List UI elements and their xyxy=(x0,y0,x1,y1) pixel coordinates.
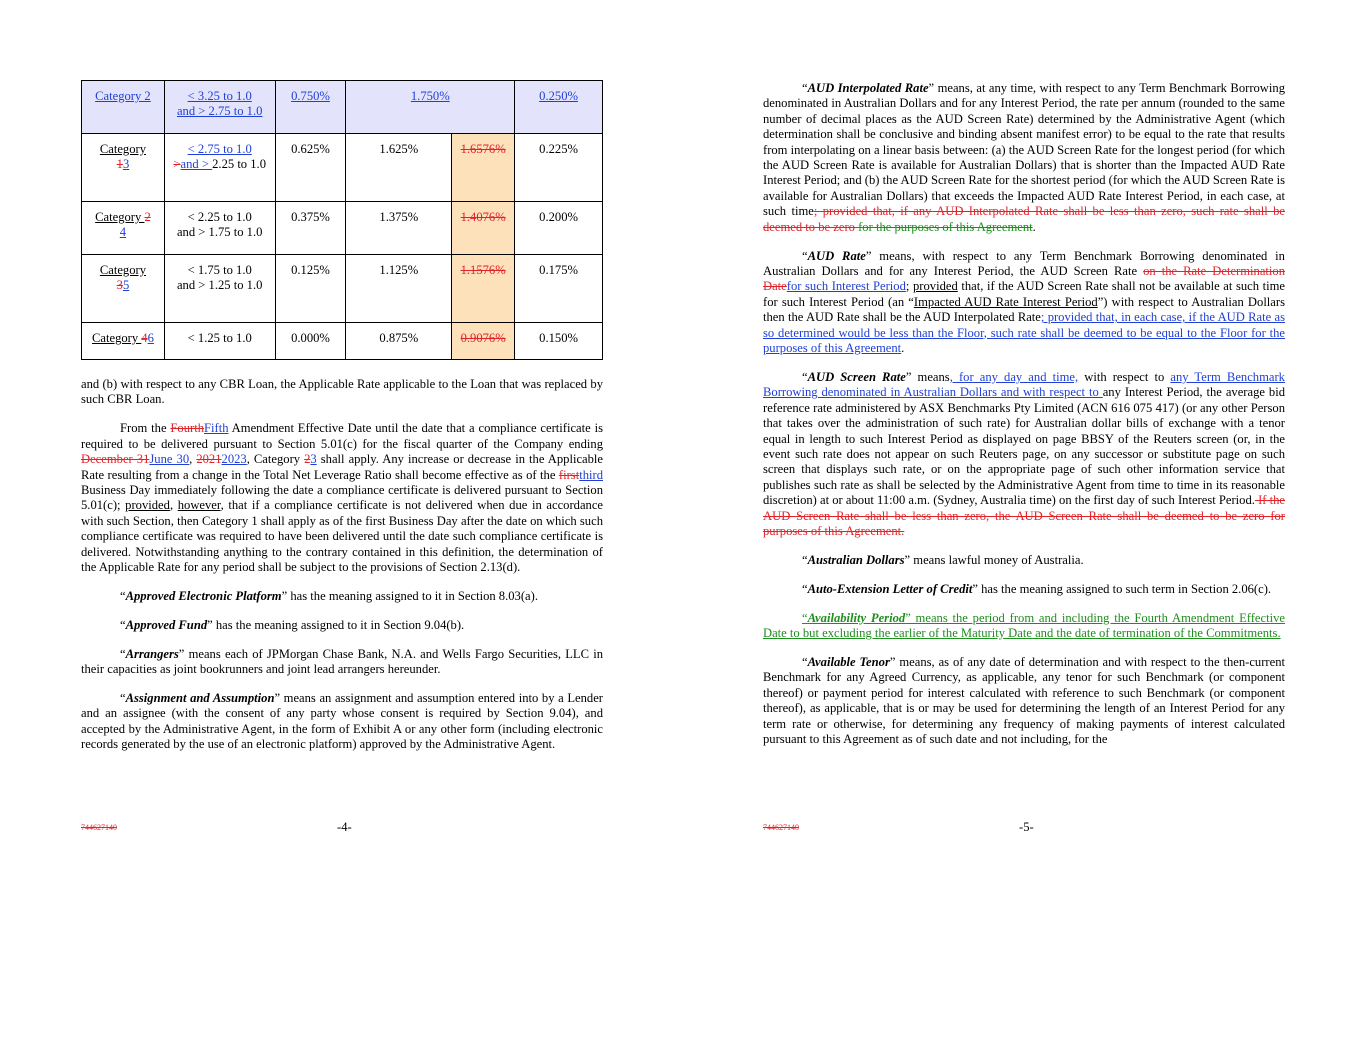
rate-cell: 0.9076% xyxy=(452,323,515,360)
ratio-cell: < 2.75 to 1.0 >and > 2.25 to 1.0 xyxy=(164,134,275,202)
rate-cell: 0.750% xyxy=(275,81,346,134)
rate-cell: 1.1576% xyxy=(452,255,515,323)
rate-cell: 0.250% xyxy=(515,81,603,134)
paragraph-effective-date: From the FourthFifth Amendment Effective Date until the date that a compliance certificate is required to be delivered pursuant to Section 5.01(c) for the fiscal quarter of the Company ending December 31June 30, 20212023, Category 23 shall apply. Any increase or decrease in the Applicable Rate resulting from a change in the Total Net Leverage Ratio shall become effective as of the firstthird Business Day immediately following the date a compliance certificate is delivered pursuant to Section 5.01(c); provided, however, that if a compliance certificate is not delivered when due in accordance with such Section, then Category 1 shall apply as of the first Business Day after the date on which such compliance certificate was required to have been delivered until the date such compliance certificate is delivered. Notwithstanding anything to the contrary contained in this definition, the determination of the Applicable Rate for any period shall be subject to the provisions of Section 2.13(d). xyxy=(81,421,604,574)
page-number: -4- xyxy=(337,820,352,834)
rate-cell: 1.625% xyxy=(346,134,452,202)
table-row xyxy=(82,81,603,134)
definition-availability-period: “Availability Period” means the period from and including the Fourth Amendment Effective Date to but excluding the earlier of the Maturity Date and the date of termination of the Commitments. xyxy=(763,610,1285,641)
ratio-cell: < 3.25 to 1.0 and > 2.75 to 1.0 xyxy=(164,81,275,134)
document-id: 744627140 xyxy=(763,823,799,832)
table-row xyxy=(82,255,603,323)
rate-cell: 0.175% xyxy=(515,255,603,323)
definition-auto-extension-letter-of-credit: “Auto-Extension Letter of Credit” has the meaning assigned to such term in Section 2.06(c). xyxy=(802,581,1272,596)
right-body xyxy=(763,81,1285,761)
definition-arrangers: “Arrangers” means each of JPMorgan Chase Bank, N.A. and Wells Fargo Securities, LLC in their capacities as joint bookrunners and joint lead arrangers hereunder. xyxy=(81,646,603,677)
definition-aud-rate: “AUD Rate” means, with respect to any Term Benchmark Borrowing denominated in Australian Dollars and for any Interest Period, the AUD Screen Rate on the Rate Determination Datefor such Interest Period; provided that, if the AUD Screen Rate shall not be available at such time for such Interest Period (an “Impacted AUD Rate Interest Period”) with respect to Australian Dollars then the AUD Rate shall be the AUD Interpolated Rate; provided that, in each case, if the AUD Rate as so determined would be less than the Floor, such rate shall be deemed to be equal to the Floor for the purposes of this Agreement. xyxy=(763,248,1286,355)
category-cell: Category 35 xyxy=(82,255,165,323)
table-row xyxy=(82,323,603,360)
document-id: 744627140 xyxy=(81,823,117,832)
definition-australian-dollars: “Australian Dollars” means lawful money of Australia. xyxy=(802,552,1084,567)
category-cell: Category 2 xyxy=(82,81,165,134)
ratio-cell: < 1.75 to 1.0 and > 1.25 to 1.0 xyxy=(164,255,275,323)
rate-cell: 1.4076% xyxy=(452,202,515,255)
table-row xyxy=(82,202,603,255)
rate-cell: 0.625% xyxy=(275,134,346,202)
definition-aud-screen-rate: “AUD Screen Rate” means, for any day and time, with respect to any Term Benchmark Borrowing denominated in Australian Dollars and with respect to any Interest Period, the average bid reference rate administered by ASX Benchmarks Pty Limited (ACN 616 075 417) (or any other Person that takes over the administration of such rate) for Australian dollar bills of exchange with a tenor equal in length to such Interest Period as displayed on page BBSY of the Reuters screen (or, in the event such rate does not appear on such Reuters page, on any successor or substitute page on such screen that displays such rate, or on the appropriate page of such other information service that publishes such rate as shall be selected by the Administrative Agent from time to time in its reasonable discretion) at or about 11:00 a.m. (Sydney, Australia time) on the first day of such Interest Period. If the AUD Screen Rate shall be less than zero, the AUD Screen Rate shall be deemed to be zero for purposes of this Agreement. xyxy=(763,369,1286,538)
left-body xyxy=(81,377,603,766)
rate-cell: 0.125% xyxy=(275,255,346,323)
rate-cell: 0.225% xyxy=(515,134,603,202)
rate-cell: 0.000% xyxy=(275,323,346,360)
definition-approved-electronic-platform: “Approved Electronic Platform” has the meaning assigned to it in Section 8.03(a). xyxy=(120,588,538,603)
definition-approved-fund: “Approved Fund” has the meaning assigned to it in Section 9.04(b). xyxy=(120,617,465,632)
rate-cell: 1.750% xyxy=(346,81,515,134)
table-row xyxy=(82,134,603,202)
page-number: -5- xyxy=(1019,820,1034,834)
rate-cell: 0.875% xyxy=(346,323,452,360)
rate-cell: 1.6576% xyxy=(452,134,515,202)
definition-aud-interpolated-rate: “AUD Interpolated Rate” means, at any time, with respect to any Term Benchmark Borrowing denominated in Australian Dollars and for any Interest Period, the rate per annum (rounded to the same number of decimal places as the AUD Screen Rate) determined by the Administrative Agent (which determination shall be conclusive and binding absent manifest error) to be equal to the rate that results from interpolating on a linear basis between: (a) the AUD Screen Rate for the longest period (for which the AUD Screen Rate is available for Australian Dollars) that is shorter than the Impacted AUD Rate Interest Period; and (b) the AUD Screen Rate for the shortest period (for which the AUD Screen Rate is available for Australian Dollars) that exceeds the Impacted AUD Rate Interest Period, in each case, at such time; provided that, if any AUD Interpolated Rate shall be less than zero, such rate shall be deemed to be zero for the purposes of this Agreement. xyxy=(763,81,1285,234)
ratio-cell: < 2.25 to 1.0 and > 1.75 to 1.0 xyxy=(164,202,275,255)
category-cell: Category 46 xyxy=(82,323,165,360)
category-cell: Category 2 4 xyxy=(82,202,165,255)
rate-cell: 0.375% xyxy=(275,202,346,255)
rate-cell: 1.375% xyxy=(346,202,452,255)
rate-cell: 1.125% xyxy=(346,255,452,323)
applicable-rate-table xyxy=(81,80,603,360)
paragraph-cbr-loan: and (b) with respect to any CBR Loan, the Applicable Rate applicable to the Loan that was replaced by such CBR Loan. xyxy=(81,377,603,407)
rate-cell: 0.150% xyxy=(515,323,603,360)
definition-assignment-and-assumption: “Assignment and Assumption” means an assignment and assumption entered into by a Lender and an assignee (with the consent of any party whose consent is required by Section 9.04), and accepted by the Administrative Agent, in the form of Exhibit A or any other form (including electronic records generated by the use of an electronic platform) approved by the Administrative Agent. xyxy=(81,691,603,752)
ratio-cell: < 1.25 to 1.0 xyxy=(164,323,275,360)
rate-cell: 0.200% xyxy=(515,202,603,255)
category-cell: Category 13 xyxy=(82,134,165,202)
definition-available-tenor: “Available Tenor” means, as of any date of determination and with respect to the then-current Benchmark for any Agreed Currency, as applicable, any tenor for such Benchmark (or component thereof) or payment period for interest calculated with reference to such Benchmark (or component thereof), as applicable, that is or may be used for determining the length of an Interest Period for any term rate or otherwise, for determining any frequency of making payments of interest calculated pursuant to this Agreement as of such date and not including, for the xyxy=(763,655,1285,747)
